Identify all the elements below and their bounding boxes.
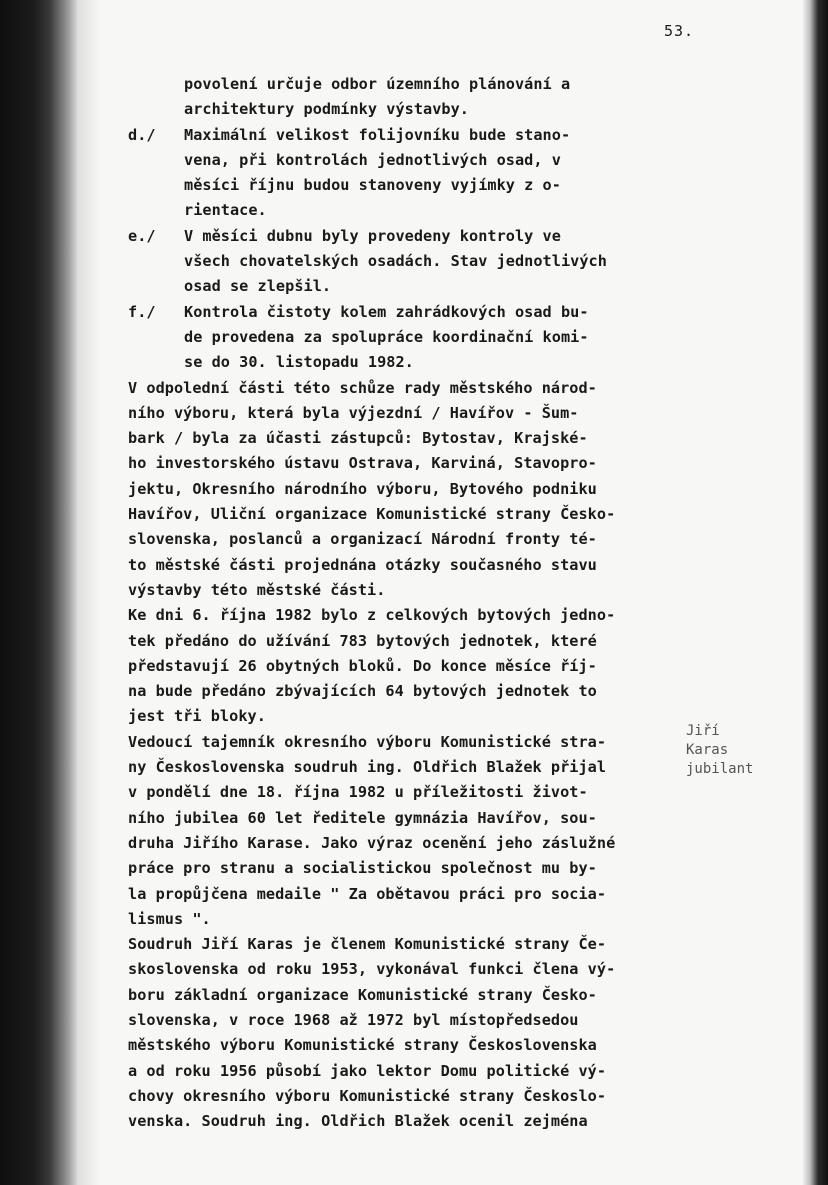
line-text: všech chovatelských osadách. Stav jednotlivých	[184, 252, 607, 271]
text-line	[128, 806, 688, 831]
text-line	[128, 831, 688, 856]
line-text: ního výboru, která byla výjezdní / Havířov - Šum-	[128, 403, 579, 422]
text-line	[128, 1059, 688, 1084]
line-text: chovy okresního výboru Komunistické strany Českoslo-	[128, 1086, 607, 1105]
text-line	[128, 578, 688, 603]
line-text: práce pro stranu a socialistickou společnost mu by-	[128, 859, 597, 878]
line-text: Soudruh Jiří Karas je členem Komunistické strany Če-	[128, 935, 607, 954]
line-text: druha Jiřího Karase. Jako výraz ocenění jeho záslužné	[128, 833, 616, 852]
text-line	[128, 679, 688, 704]
line-text: představují 26 obytných bloků. Do konce měsíce říj-	[128, 656, 597, 675]
text-line	[128, 502, 688, 527]
line-text: V měsíci dubnu byly provedeny kontroly ve	[184, 226, 561, 245]
text-line	[128, 401, 688, 426]
line-text: architektury podmínky výstavby.	[184, 100, 470, 119]
text-line	[128, 477, 688, 502]
line-text: bark / byla za účasti zástupců: Bytostav, Krajské-	[128, 429, 588, 448]
text-line	[128, 957, 688, 982]
text-line	[128, 249, 688, 274]
text-line	[128, 376, 688, 401]
text-line	[128, 325, 688, 350]
typed-text-body	[128, 72, 688, 1134]
text-line	[128, 426, 688, 451]
text-line	[128, 224, 688, 249]
line-text: skoslovenska od roku 1953, vykonával funkci člena vý-	[128, 960, 616, 979]
text-line	[128, 907, 688, 932]
line-text: jektu, Okresního národního výboru, Bytového podniku	[128, 479, 597, 498]
line-text: boru základní organizace Komunistické strany Česko-	[128, 985, 597, 1004]
line-text: slovenska, v roce 1968 až 1972 byl místopředsedou	[128, 1010, 579, 1029]
margin-note	[686, 722, 753, 779]
text-line	[128, 1084, 688, 1109]
line-text: to městské části projednána otázky současného stavu	[128, 555, 597, 574]
line-text: výstavby této městské části.	[128, 580, 386, 599]
text-line	[128, 932, 688, 957]
line-text: lismus ".	[128, 909, 211, 928]
text-line	[128, 72, 688, 97]
text-line	[128, 730, 688, 755]
list-item-label: d./	[128, 125, 156, 144]
line-text: slovenska, poslanců a organizací Národní fronty té-	[128, 530, 597, 549]
text-line	[128, 856, 688, 881]
line-text: Vedoucí tajemník okresního výboru Komunistické stra-	[128, 732, 607, 751]
margin-note-line: jubilant	[686, 761, 754, 777]
text-line	[128, 198, 688, 223]
line-text: ního jubilea 60 let ředitele gymnázia Havířov, sou-	[128, 808, 597, 827]
text-line	[128, 983, 688, 1008]
text-line	[128, 1109, 688, 1134]
line-text: a od roku 1956 působí jako lektor Domu politické vý-	[128, 1061, 607, 1080]
text-line	[128, 97, 688, 122]
line-text: Havířov, Uliční organizace Komunistické strany Česko-	[128, 505, 616, 524]
line-text: V odpolední části této schůze rady městského národ-	[128, 378, 597, 397]
text-line	[128, 1008, 688, 1033]
text-line	[128, 553, 688, 578]
line-text: Maximální velikost folijovníku bude stano-	[184, 125, 571, 144]
line-text: tek předáno do užívání 783 bytových jednotek, které	[128, 631, 597, 650]
margin-note-line: Karas	[686, 742, 729, 758]
text-line	[128, 603, 688, 628]
text-line	[128, 173, 688, 198]
text-line	[128, 780, 688, 805]
line-text: venska. Soudruh ing. Oldřich Blažek ocenil zejména	[128, 1112, 588, 1131]
text-line	[128, 654, 688, 679]
line-text: Kontrola čistoty kolem zahrádkových osad bu-	[184, 302, 589, 321]
line-text: vena, při kontrolách jednotlivých osad, v	[184, 150, 561, 169]
line-text: Ke dni 6. října 1982 bylo z celkových bytových jedno-	[128, 606, 616, 625]
text-line	[128, 882, 688, 907]
text-line	[128, 123, 688, 148]
text-line	[128, 451, 688, 476]
text-line	[128, 629, 688, 654]
list-item-label: f./	[128, 302, 156, 321]
line-text: povolení určuje odbor územního plánování a	[184, 75, 571, 93]
line-text: ny Československa soudruh ing. Oldřich Blažek přijal	[128, 758, 607, 777]
line-text: v pondělí dne 18. října 1982 u příležitosti život-	[128, 783, 588, 802]
text-line	[128, 1033, 688, 1058]
scan-edge-right	[802, 0, 828, 1185]
line-text: de provedena za spolupráce koordinační komi-	[184, 327, 589, 346]
text-line	[128, 527, 688, 552]
text-line	[128, 300, 688, 325]
line-text: la propůjčena medaile " Za obětavou práci pro socia-	[128, 884, 607, 903]
line-text: městského výboru Komunistické strany Československa	[128, 1036, 597, 1055]
text-line	[128, 704, 688, 729]
text-line	[128, 350, 688, 375]
text-line	[128, 755, 688, 780]
margin-note-line: Jiří	[686, 723, 720, 739]
line-text: rientace.	[184, 201, 267, 220]
text-line	[128, 148, 688, 173]
line-text: osad se zlepšil.	[184, 277, 332, 296]
text-line	[128, 274, 688, 299]
line-text: jest tři bloky.	[128, 707, 266, 726]
line-text: se do 30. listopadu 1982.	[184, 353, 414, 372]
scan-shadow	[60, 0, 100, 1185]
line-text: měsíci říjnu budou stanoveny vyjímky z o-	[184, 176, 561, 195]
line-text: na bude předáno zbývajících 64 bytových jednotek to	[128, 682, 597, 701]
page-number: 53.	[664, 22, 695, 40]
line-text: ho investorského ústavu Ostrava, Karviná, Stavopro-	[128, 454, 597, 473]
list-item-label: e./	[128, 226, 156, 245]
